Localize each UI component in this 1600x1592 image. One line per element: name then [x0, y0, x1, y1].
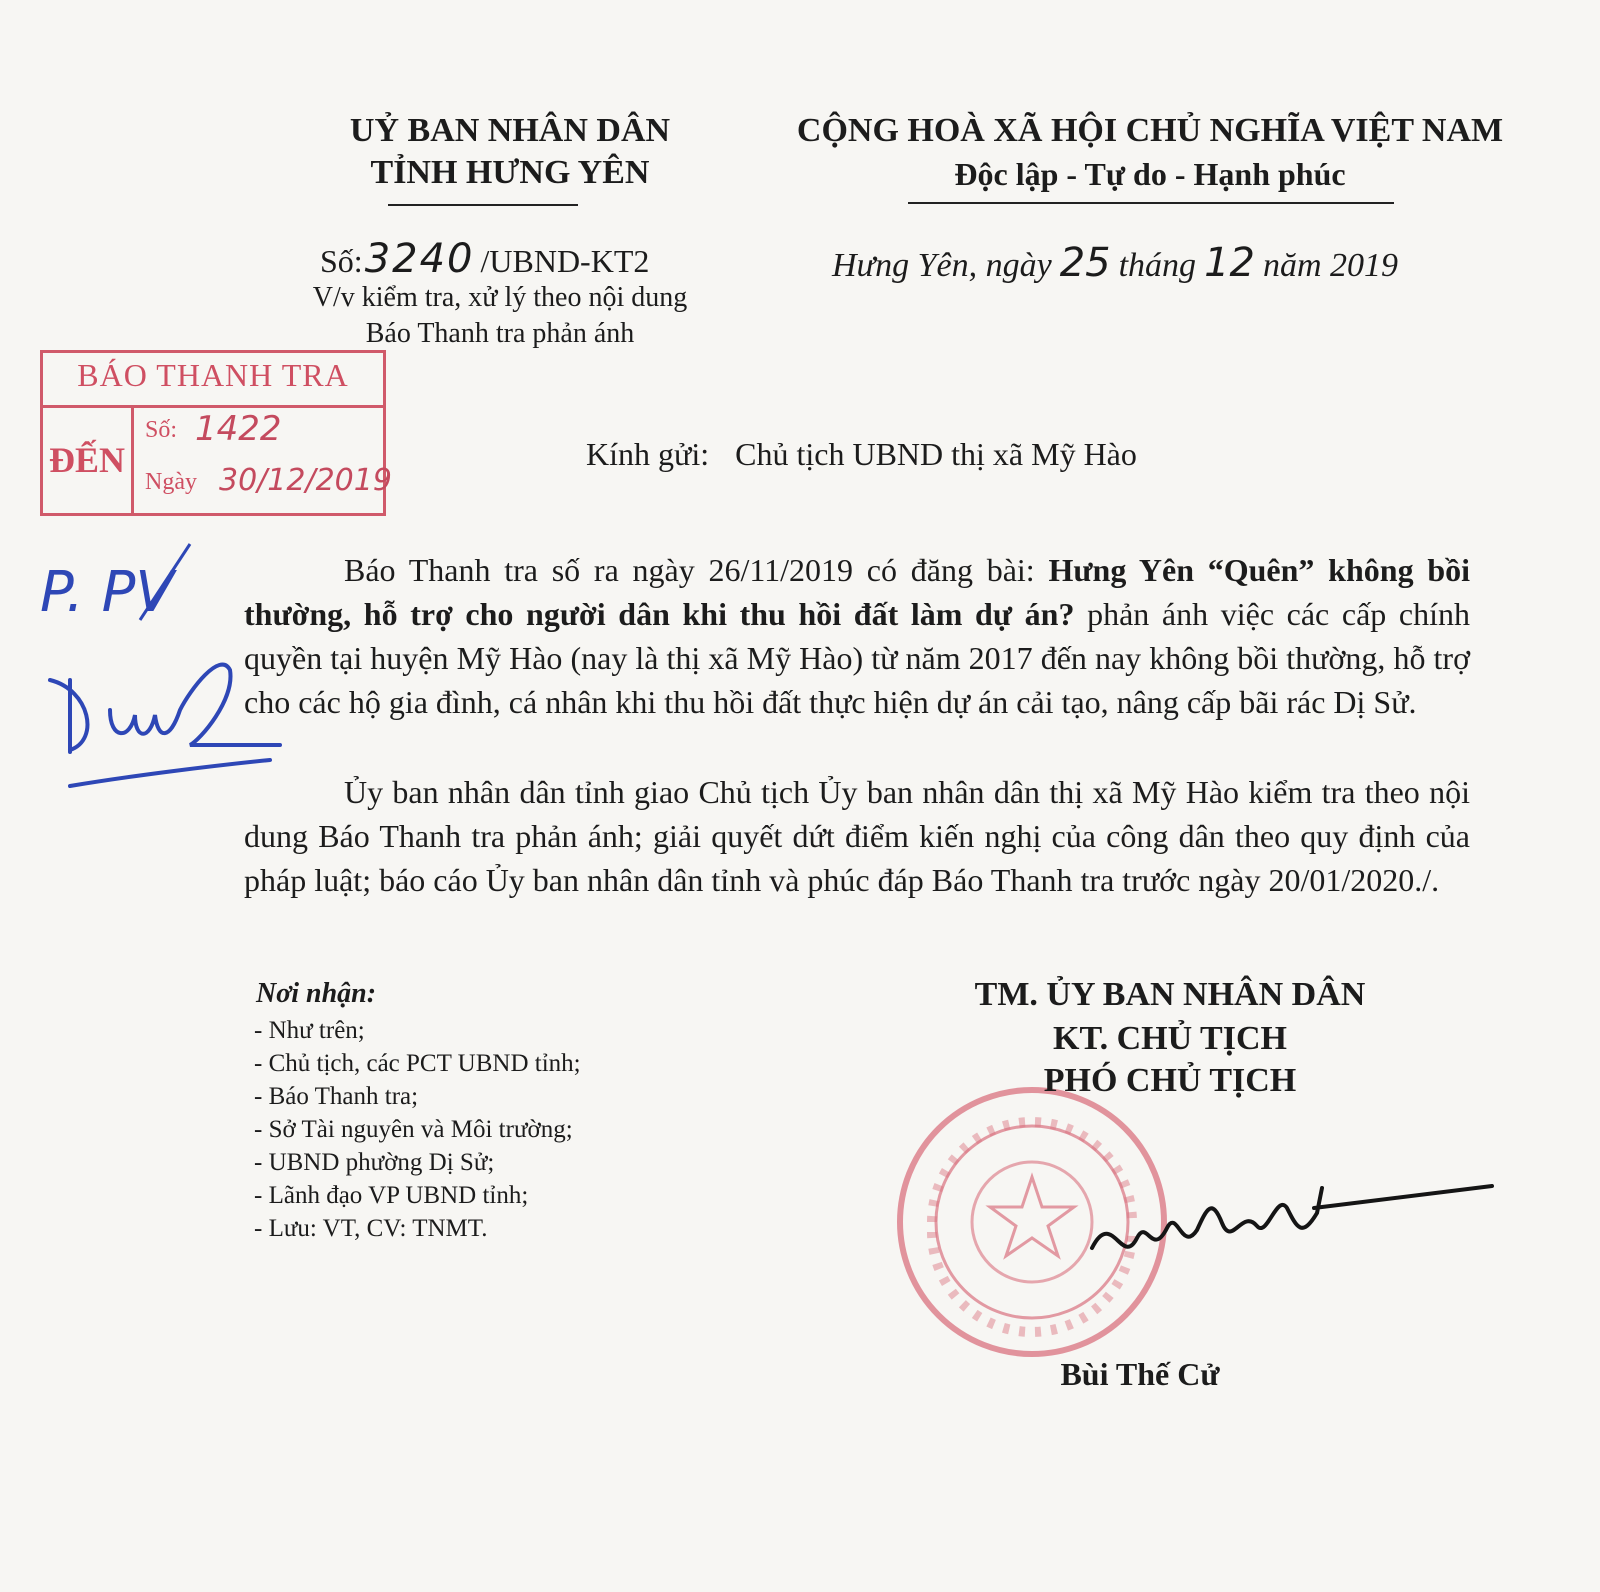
addressee [586, 436, 1137, 473]
body-paragraph-1 [244, 548, 1470, 724]
recipients-list [254, 1014, 581, 1245]
motto-underline [908, 202, 1394, 204]
addressee-recipient: Chủ tịch UBND thị xã Mỹ Hào [735, 436, 1137, 472]
date-month-handwritten: 12 [1204, 240, 1255, 286]
received-stamp-column-divider [131, 405, 134, 516]
document-number-handwritten: 3240 [364, 236, 475, 282]
received-stamp [40, 350, 392, 516]
body-p1-lead: Báo Thanh tra số ra ngày 26/11/2019 có đăng bài: [344, 552, 1049, 588]
national-title: CỘNG HOÀ XÃ HỘI CHỦ NGHĨA VIỆT NAM [796, 112, 1504, 149]
date-year: năm 2019 [1262, 247, 1399, 284]
place-prefix: Hưng Yên, ngày [832, 247, 1052, 284]
recipients-label: Nơi nhận: [256, 978, 377, 1009]
received-stamp-so-label: Số: [145, 417, 178, 443]
received-stamp-divider [43, 405, 383, 408]
received-stamp-ngay-label: Ngày [145, 469, 197, 495]
recipient-item: - Lãnh đạo VP UBND tỉnh; [254, 1182, 529, 1209]
received-stamp-title: BÁO THANH TRA [77, 357, 349, 393]
document-number-suffix: /UBND-KT2 [480, 243, 650, 279]
received-stamp-den: ĐẾN [49, 440, 126, 480]
issuer-org-line1: UỶ BAN NHÂN DÂN [349, 112, 671, 149]
recipient-item: - Như trên; [254, 1017, 365, 1044]
signatory-name: Bùi Thế Cử [1060, 1356, 1220, 1392]
received-stamp-ngay-value: 30/12/2019 [219, 463, 392, 498]
document-number [320, 236, 649, 282]
signatory-kt: KT. CHỦ TỊCH [1053, 1020, 1287, 1057]
recipient-item: - Chủ tịch, các PCT UBND tỉnh; [254, 1050, 581, 1077]
signature-icon [1082, 1168, 1512, 1288]
recipient-item: - Báo Thanh tra; [254, 1083, 419, 1110]
subject-line-1: V/v kiểm tra, xử lý theo nội dung [312, 282, 688, 313]
date-day-handwritten: 25 [1059, 240, 1111, 286]
issuer-underline [388, 204, 578, 206]
body-p1-article-title: Hưng Yên “Quên” không bồi thường, hỗ trợ cho người dân khi thu hồi đất làm dự án? [244, 552, 1471, 632]
date-month-label: tháng [1118, 247, 1197, 284]
body-p1-rest: phản ánh việc các cấp chính quyền tại huyện Mỹ Hào (nay là thị xã Mỹ Hào) từ năm 2017 đến nay không bồi thường, hỗ trợ cho các hộ gia đình, cá nhân khi thu hồi đất thực hiện dự án cải tạo, nâng cấp bãi rác Dị Sử. [244, 596, 1471, 720]
recipient-item: - Sở Tài nguyên và Môi trường; [254, 1116, 573, 1143]
received-stamp-so-value: 1422 [195, 409, 282, 449]
recipient-item: - Lưu: VT, CV: TNMT. [254, 1215, 488, 1242]
document-number-prefix: Số: [320, 243, 363, 279]
signatory-org: TM. ỦY BAN NHÂN DÂN [974, 976, 1366, 1013]
signatory-role: PHÓ CHỦ TỊCH [1043, 1062, 1297, 1099]
subject-line-2: Báo Thanh tra phản ánh [365, 318, 635, 349]
addressee-label: Kính gửi: [586, 436, 710, 472]
recipient-item: - UBND phường Dị Sử; [254, 1149, 495, 1176]
place-date [832, 240, 1398, 286]
body-paragraph-2: Ủy ban nhân dân tỉnh giao Chủ tịch Ủy ban nhân dân thị xã Mỹ Hào kiểm tra theo nội dung Báo Thanh tra phản ánh; giải quyết dứt điểm kiến nghị của công dân theo quy định của pháp luật; báo cáo Ủy ban nhân dân tỉnh và phúc đáp Báo Thanh tra trước ngày 20/01/2020./. [244, 774, 1470, 898]
national-motto: Độc lập - Tự do - Hạnh phúc [954, 156, 1346, 192]
handwritten-annotation: P. PV [40, 560, 174, 625]
issuer-org-line2: TỈNH HƯNG YÊN [370, 154, 650, 191]
